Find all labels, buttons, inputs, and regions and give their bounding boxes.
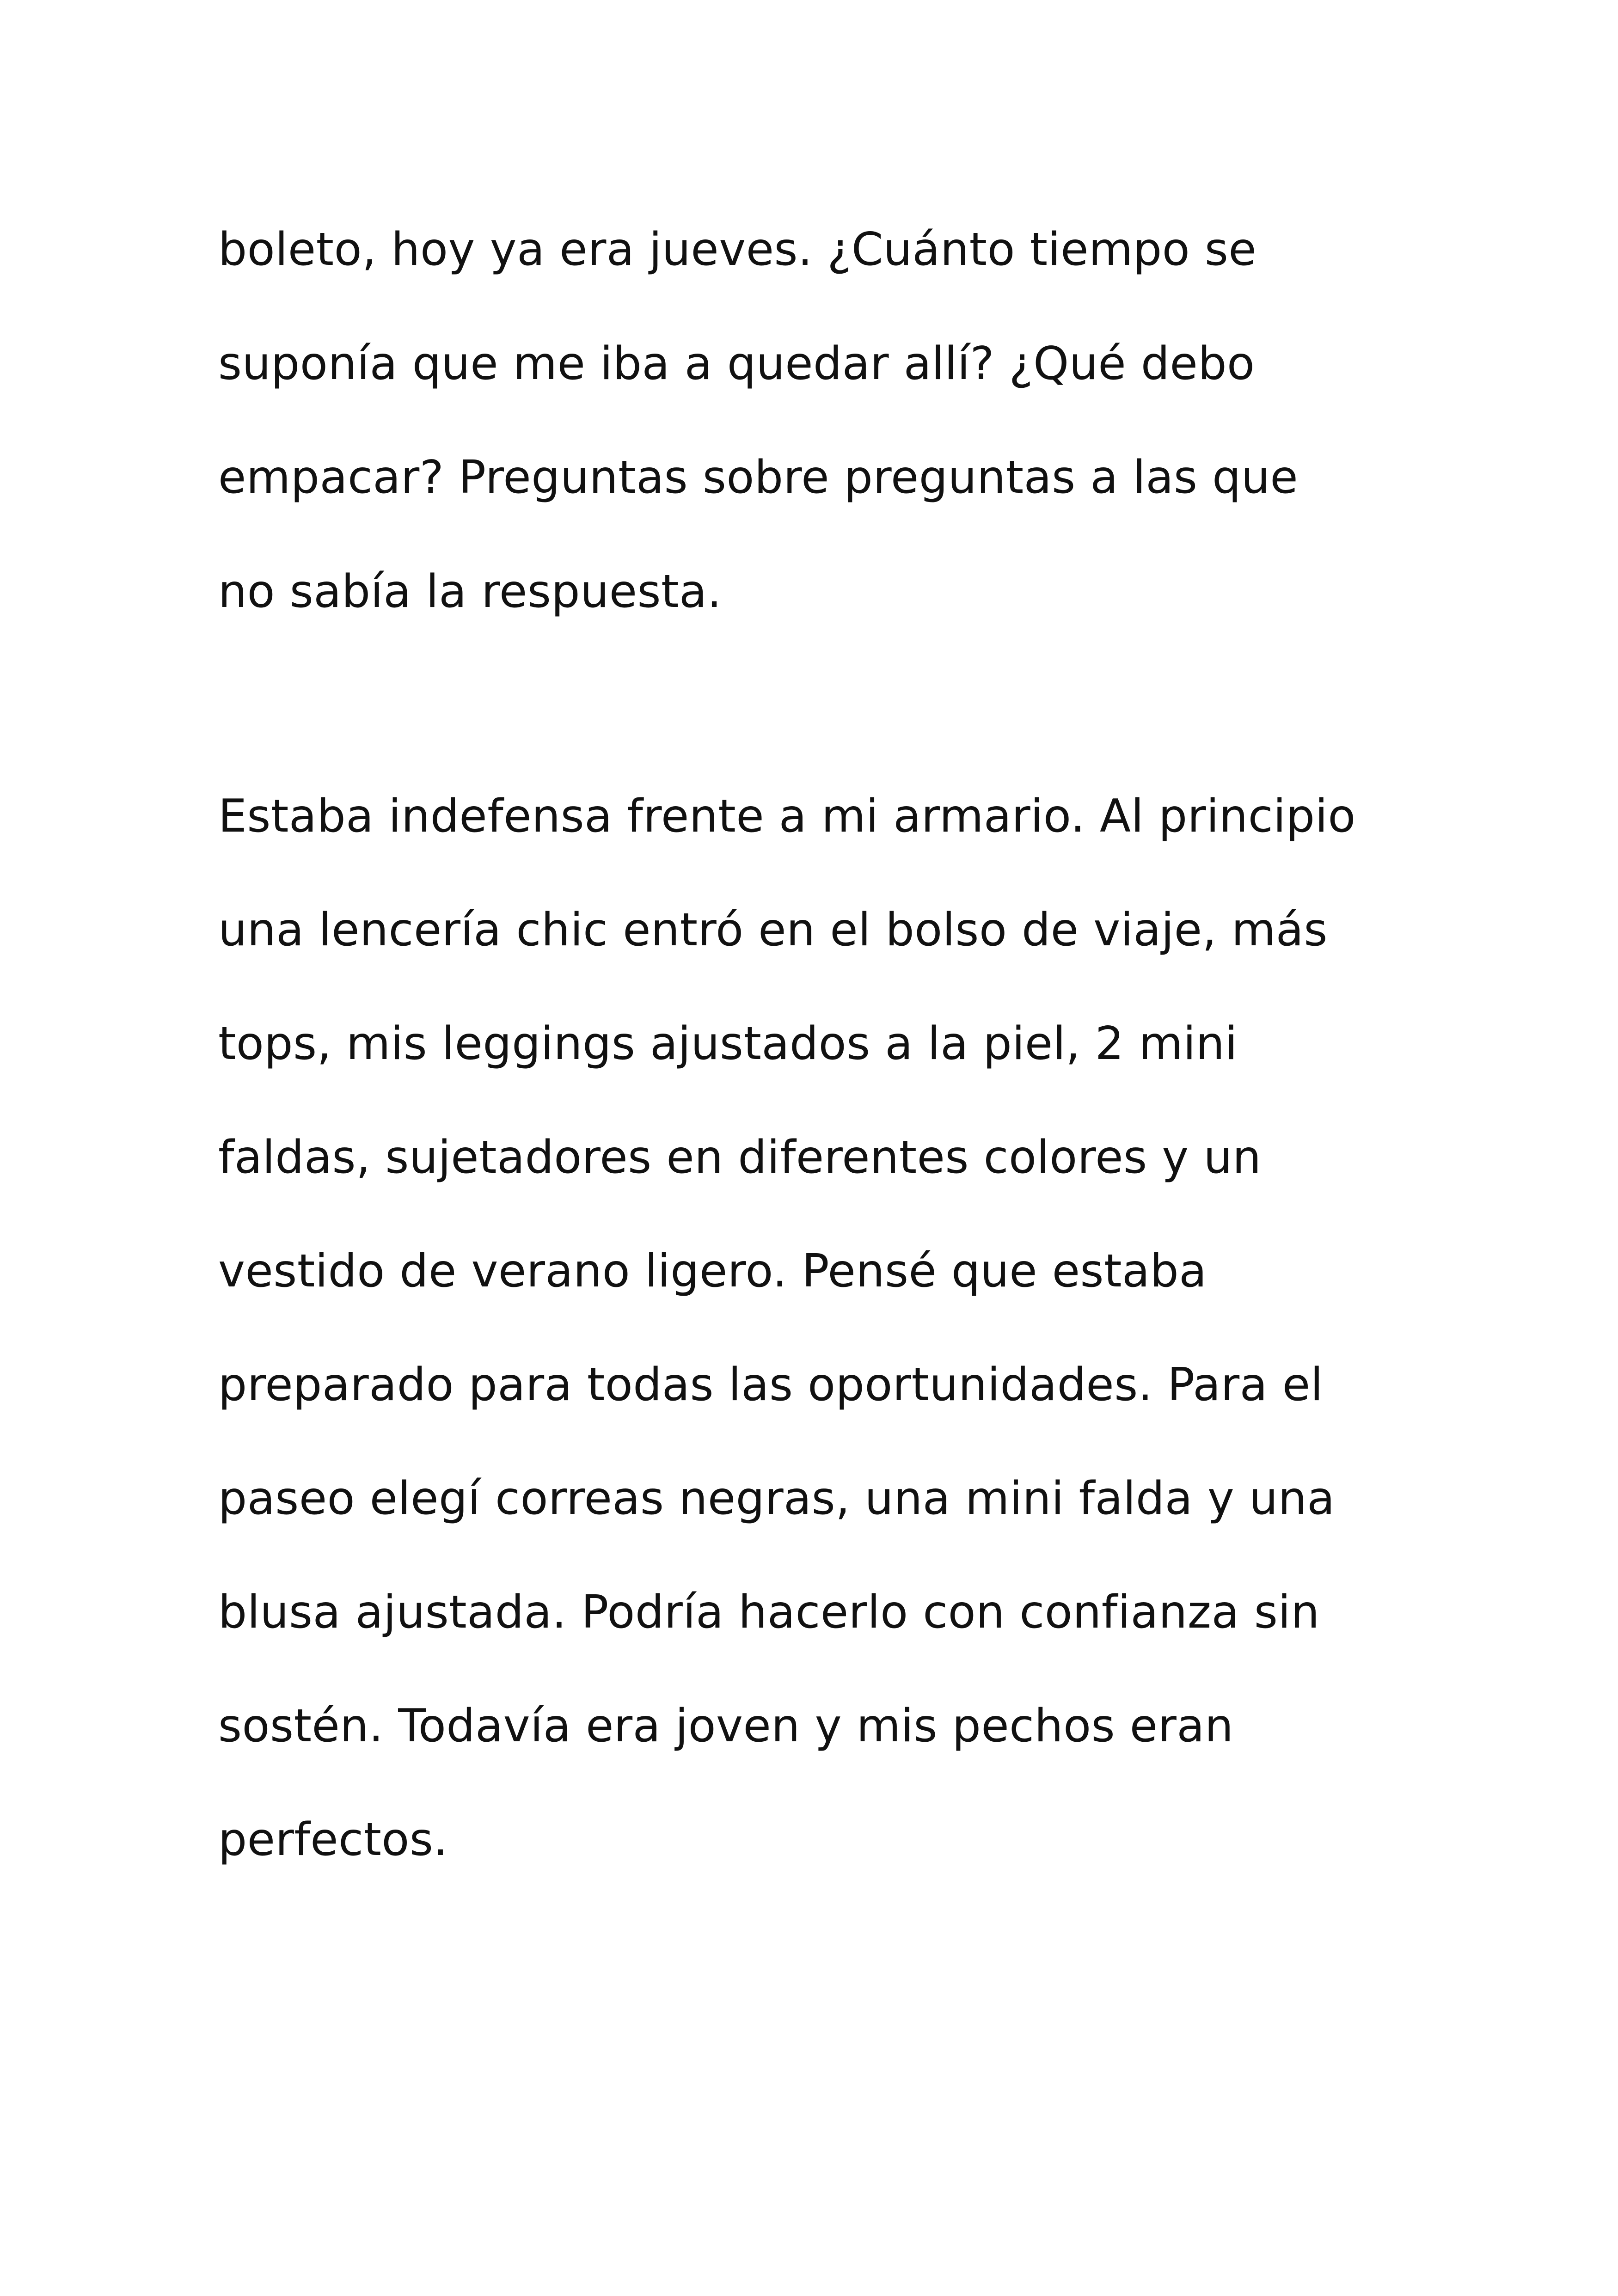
paragraph-2-line-3: tops, mis leggings ajustados a la piel, 2 mini [218,1017,1238,1070]
paragraph-2-line-10: perfectos. [218,1813,448,1866]
paragraph-2-line-9: sostén. Todavía era joven y mis pechos eran [218,1700,1234,1752]
paragraph-2-line-7: paseo elegí correas negras, una mini falda y una [218,1472,1335,1525]
paragraph-2-line-1: Estaba indefensa frente a mi armario. Al principio [218,790,1356,843]
paragraph-2-line-5: vestido de verano ligero. Pensé que estaba [218,1245,1207,1298]
paragraph-2-line-2: una lencería chic entró en el bolso de viaje, más [218,904,1328,956]
paragraph-2-line-6: preparado para todas las oportunidades. Para el [218,1359,1324,1411]
paragraph-1-line-4: no sabía la respuesta. [218,565,722,618]
paragraph-2-line-4: faldas, sujetadores en diferentes colores y un [218,1131,1262,1184]
paragraph-1-line-2: suponía que me iba a quedar allí? ¿Qué debo [218,337,1255,390]
paragraph-2-line-8: blusa ajustada. Podría hacerlo con confianza sin [218,1586,1320,1639]
paragraph-1-line-1: boleto, hoy ya era jueves. ¿Cuánto tiempo se [218,223,1257,276]
paragraph-1-line-3: empacar? Preguntas sobre preguntas a las que [218,451,1299,504]
